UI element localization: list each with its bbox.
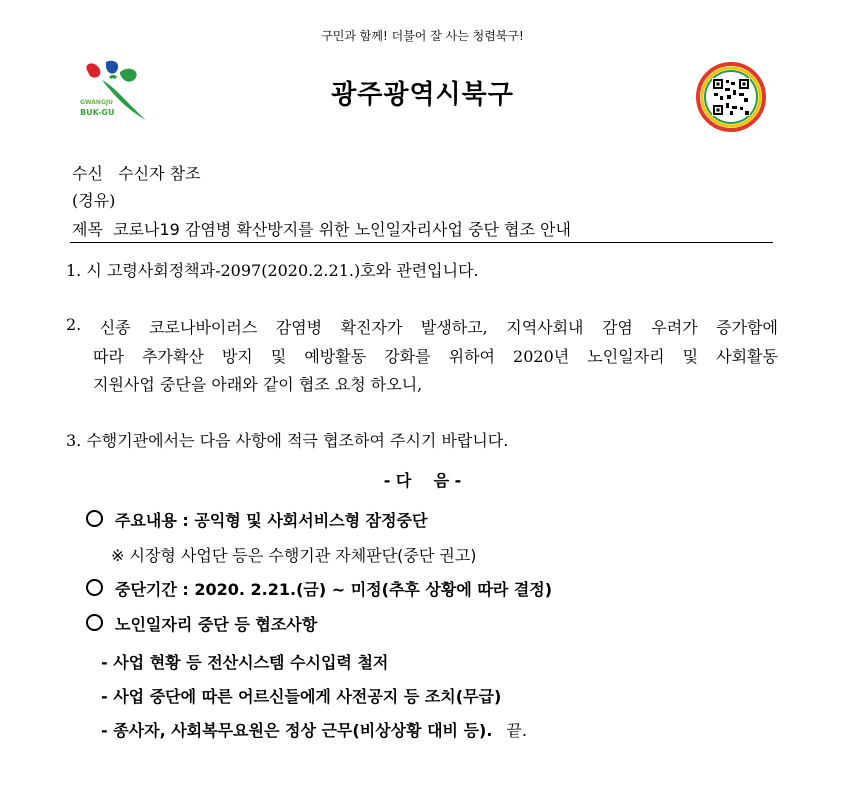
subject-divider (70, 242, 773, 243)
detail-item-period: 중단기간 : 2020. 2.21.(금) ~ 미정(추후 상황에 따라 결정) (86, 577, 552, 600)
paragraph-word: 발생하고, (420, 318, 488, 337)
organization-title: 광주광역시북구 (331, 80, 514, 110)
paragraph-word: 예방활동 (304, 347, 367, 366)
paragraph-3: 3. 수행기관에서는 다음 사항에 적극 협조하여 주시기 바랍니다. (66, 431, 509, 450)
paragraph-word: 2. (66, 315, 82, 334)
subject-text: 코로나19 감염병 확산방지를 위한 노인일자리사업 중단 협조 안내 (113, 220, 571, 239)
paragraph-word: 및 (270, 347, 287, 366)
circle-bullet-icon (86, 614, 103, 631)
detail-item-note: ※ 시장형 사업단 등은 수행기관 자체판단(중단 권고) (111, 546, 477, 565)
paragraph-word: 방지 (221, 347, 253, 366)
paragraph-word: 지역사회내 (506, 318, 584, 337)
subject-label: 제목 (72, 220, 103, 239)
logo-text-line1: GWANGJU (80, 99, 113, 106)
paragraph-word: 강화를 (384, 347, 431, 366)
details-heading: - 다 음 - (383, 471, 462, 490)
paragraph-word: 위하여 (448, 347, 495, 366)
paragraph-word: 확진자가 (340, 318, 403, 337)
end-mark: 끝. (506, 721, 527, 740)
paragraph-word: 및 (682, 347, 699, 366)
cooperation-sub-1: - 사업 현황 등 전산시스템 수시입력 철저 (101, 653, 389, 672)
paragraph-word: 증가함에 (716, 318, 778, 337)
paragraph-word: 신종 (99, 318, 131, 337)
paragraph-word: 따라 (93, 347, 124, 366)
paragraph-word: 감염 (601, 318, 633, 337)
cooperation-sub-2: - 사업 중단에 따른 어르신들에게 사전공지 등 조치(무급) (101, 687, 502, 706)
paragraph-word: 2020년 (513, 347, 570, 366)
paragraph-2-line-1 (66, 315, 778, 338)
paragraph-word: 노인일자리 (587, 347, 665, 366)
subject-line (72, 217, 571, 240)
slogan: 구민과 함께! 더불어 잘 사는 청렴북구! (321, 29, 524, 43)
recipient-line: 수신 수신자 참조 (72, 164, 201, 183)
paragraph-word: 코로나바이러스 (149, 318, 258, 337)
paragraph-2-line-2 (93, 344, 778, 367)
circle-bullet-icon (86, 579, 103, 596)
paragraph-word: 사회활동 (716, 347, 778, 366)
paragraph-word: 우려가 (651, 318, 698, 337)
qr-code-badge-icon (696, 62, 766, 132)
paragraph-2-line-3: 지원사업 중단을 아래와 같이 협조 요청 하오니, (93, 375, 423, 394)
circle-bullet-icon (86, 510, 103, 527)
paragraph-word: 추가확산 (141, 347, 204, 366)
detail-item-cooperation: 노인일자리 중단 등 협조사항 (86, 612, 317, 635)
paragraph-1: 1. 시 고령사회정책과-2097(2020.2.21.)호와 관련입니다. (66, 261, 479, 280)
via-line: (경유) (72, 191, 116, 210)
detail-item-main-content: 주요내용 : 공익형 및 사회서비스형 잠정중단 (86, 508, 427, 531)
logo-text-line2: BUK-GU (80, 108, 115, 117)
cooperation-sub-3: - 종사자, 사회복무요원은 정상 근무(비상상황 대비 등). 끝. (101, 721, 527, 740)
paragraph-word: 감염병 (275, 318, 323, 337)
